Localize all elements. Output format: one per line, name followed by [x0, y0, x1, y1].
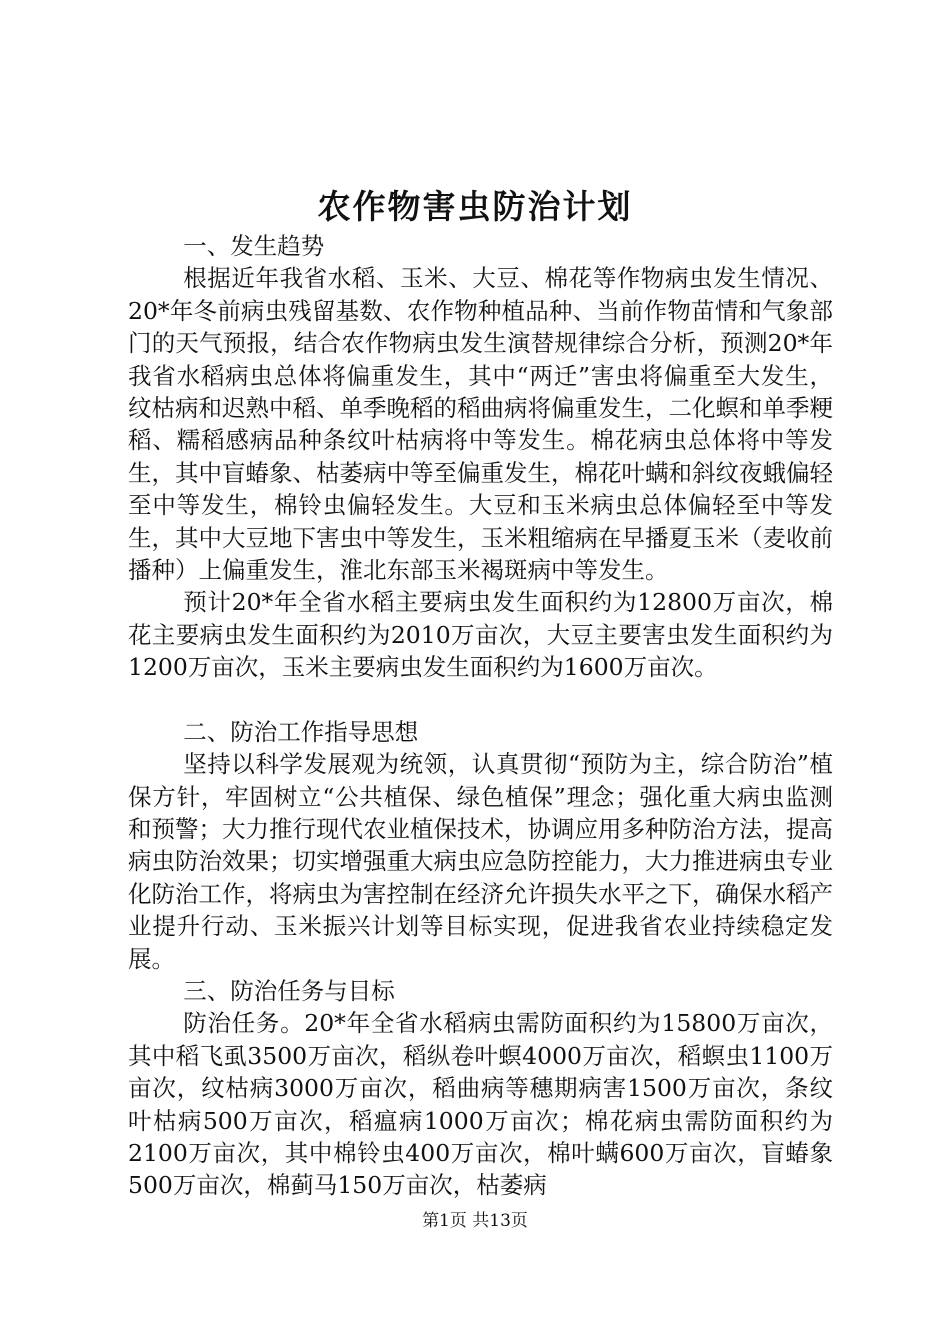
section-1-paragraph-1: 根据近年我省水稻、玉米、大豆、棉花等作物病虫发生情况、20*年冬前病虫残留基数、农作物种植品种、当前作物苗情和气象部门的天气预报，结合农作物病虫发生演替规律综合分析，预测20*年我省水稻病虫总体将偏重发生，其中“两迁”害虫将偏重至大发生，纹枯病和迟熟中稻、单季晚稻的稻曲病将偏重发生，二化螟和单季粳稻、糯稻感病品种条纹叶枯病将中等发生。棉花病虫总体将中等发生，其中盲蝽象、枯萎病中等至偏重发生，棉花叶螨和斜纹夜蛾偏轻至中等发生，棉铃虫偏轻发生。大豆和玉米病虫总体偏轻至中等发生，其中大豆地下害虫中等发生，玉米粗缩病在早播夏玉米（麦收前播种）上偏重发生，淮北东部玉米褐斑病中等发生。: [128, 264, 833, 585]
document-body: [128, 230, 833, 1202]
document-title: 农作物害虫防治计划: [317, 187, 633, 226]
section-2-paragraph-1: 坚持以科学发展观为统领，认真贯彻“预防为主，综合防治”植保方针，牢固树立“公共植保、绿色植保”理念；强化重大病虫监测和预警；大力推行现代农业植保技术，协调应用多种防治方法，提高病虫防治效果；切实增强重大病虫应急防控能力，大力推进病虫专业化防治工作，将病虫为害控制在经济允许损失水平之下，确保水稻产业提升行动、玉米振兴计划等目标实现，促进我省农业持续稳定发展。: [128, 750, 833, 973]
section-1-paragraph-2: 预计20*年全省水稻主要病虫发生面积约为12800万亩次，棉花主要病虫发生面积约为2010万亩次，大豆主要害虫发生面积约为1200万亩次，玉米主要病虫发生面积约为1600万亩次。: [128, 588, 833, 682]
section-heading-2: 二、防治工作指导思想: [183, 717, 419, 746]
page-number-footer: 第1页 共13页: [422, 1211, 528, 1231]
section-heading-3: 三、防治任务与目标: [183, 976, 395, 1005]
section-heading-1: 一、发生趋势: [183, 232, 325, 260]
section-3-paragraph-1: 防治任务。20*年全省水稻病虫需防面积约为15800万亩次，其中稻飞虱3500万亩次，稻纵卷叶螟4000万亩次，稻螟虫1100万亩次，纹枯病3000万亩次，稻曲病等穗期病害1500万亩次，条纹叶枯病500万亩次，稻瘟病1000万亩次；棉花病虫需防面积约为2100万亩次，其中棉铃虫400万亩次，棉叶螨600万亩次，盲蝽象500万亩次，棉蓟马150万亩次，枯萎病: [128, 1009, 833, 1200]
